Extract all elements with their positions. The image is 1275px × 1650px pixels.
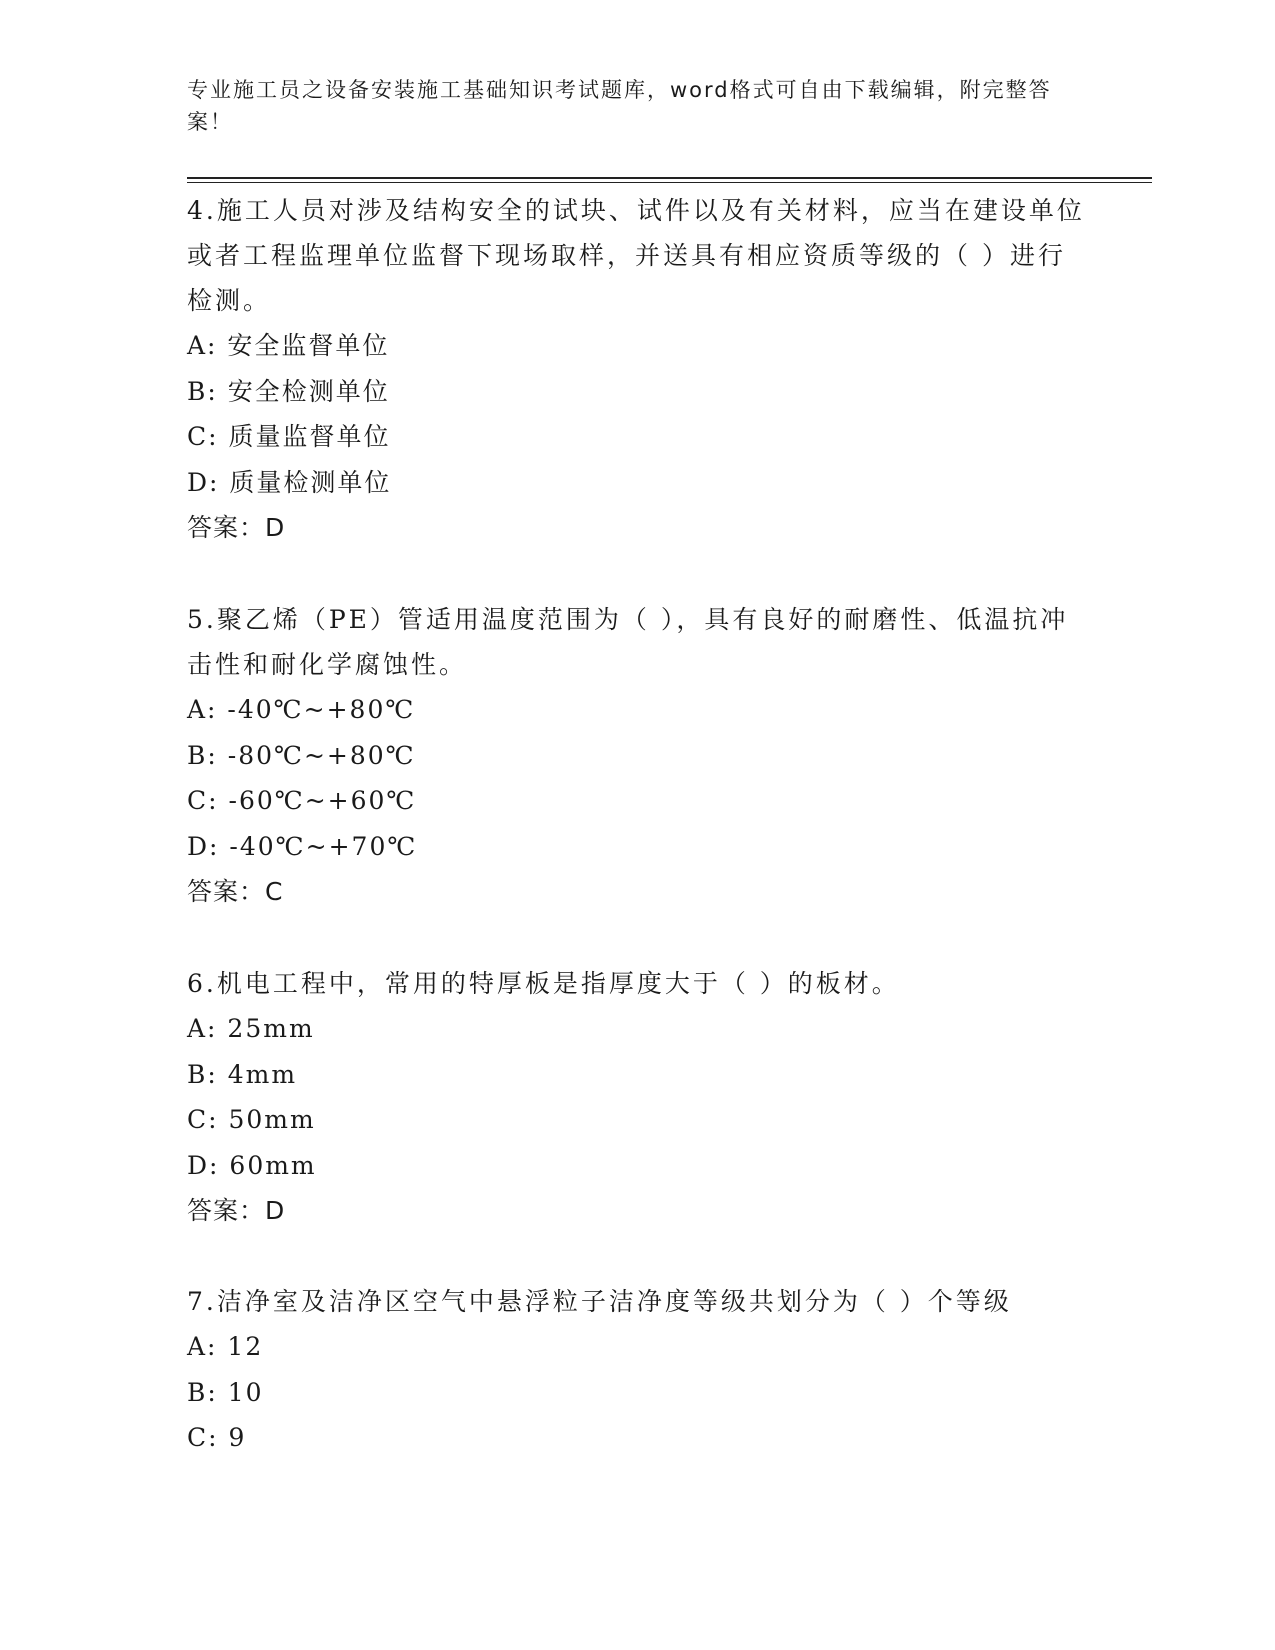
- question-5-answer: 答案：C: [187, 877, 284, 906]
- question-5-option-c: C: -60℃~+60℃: [187, 786, 417, 815]
- question-7-option-a: A: 12: [187, 1332, 264, 1361]
- question-5-option-a: A: -40℃~+80℃: [187, 695, 416, 724]
- question-7: [187, 1279, 1087, 1461]
- question-4-answer: 答案：D: [187, 513, 286, 542]
- question-5-option-d: D: -40℃~+70℃: [187, 831, 418, 861]
- question-4-option-a: A: 安全监督单位: [187, 331, 390, 360]
- question-4-option-c: C: 质量监督单位: [187, 422, 391, 451]
- question-4-option-d: D: 质量检测单位: [187, 467, 392, 497]
- document-header: 专业施工员之设备安装施工基础知识考试题库，word格式可自由下载编辑，附完整答案！: [187, 78, 1052, 134]
- question-7-text: 7.洁净室及洁净区空气中悬浮粒子洁净度等级共划分为（ ）个等级: [187, 1287, 1012, 1316]
- question-6-text: 6.机电工程中，常用的特厚板是指厚度大于（ ）的板材。: [187, 969, 900, 998]
- question-4-option-b: B: 安全检测单位: [187, 376, 390, 406]
- question-6-option-c: C: 50mm: [187, 1105, 316, 1134]
- question-5: [187, 597, 1087, 914]
- question-5-option-b: B: -80℃~+80℃: [187, 740, 416, 770]
- header-divider-thin: [187, 182, 1152, 183]
- question-6-answer: 答案：D: [187, 1196, 286, 1225]
- header-divider-thick: [187, 177, 1152, 179]
- question-4-text: 4.施工人员对涉及结构安全的试块、试件以及有关材料，应当在建设单位或者工程监理单位监督下现场取样，并送具有相应资质等级的（ ）进行检测。: [187, 196, 1085, 315]
- question-7-option-c: C: 9: [187, 1423, 247, 1452]
- question-6-option-a: A: 25mm: [187, 1014, 315, 1043]
- question-5-text: 5.聚乙烯（PE）管适用温度范围为（ ），具有良好的耐磨性、低温抗冲击性和耐化学腐蚀性。: [187, 605, 1069, 679]
- question-6-option-b: B: 4mm: [187, 1059, 298, 1089]
- question-6-option-d: D: 60mm: [187, 1150, 317, 1180]
- question-4: [187, 188, 1087, 550]
- question-7-option-b: B: 10: [187, 1377, 264, 1407]
- question-6: [187, 961, 1087, 1233]
